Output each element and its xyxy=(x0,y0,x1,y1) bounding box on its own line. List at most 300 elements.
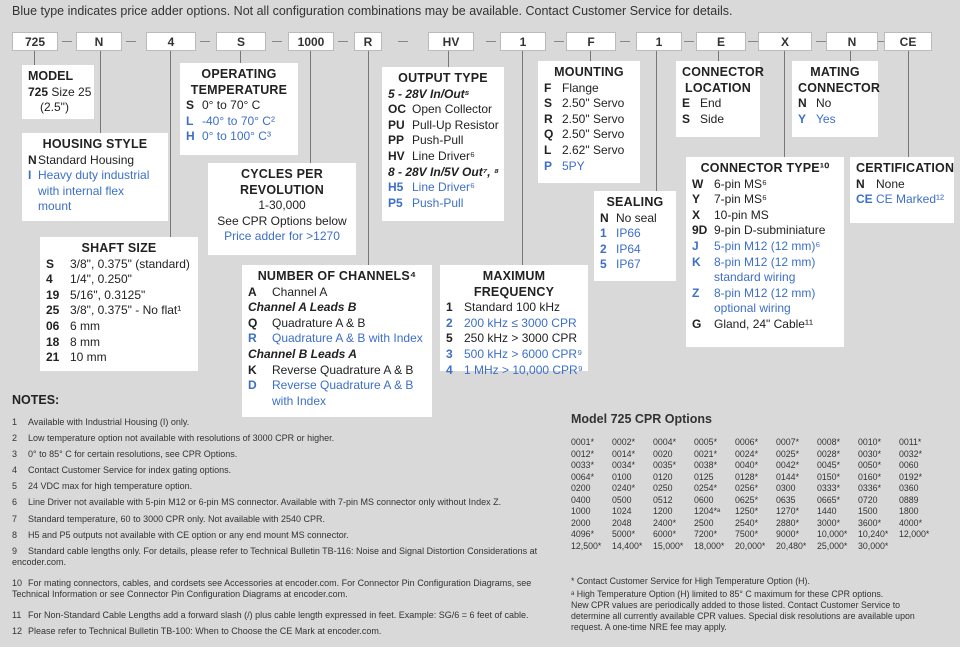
shaft-option: 5/16", 0.3125" xyxy=(70,287,146,302)
note-item: 11 For Non-Standard Cable Lengths add a forward slash (/) plus cable length expressed in feet. Example: SG/6 = 6 feet of cable. xyxy=(12,610,529,620)
connloc-option: End xyxy=(700,96,722,111)
mounting-row xyxy=(544,81,634,97)
cpr-value: 0400 xyxy=(571,494,591,505)
shaft-code: 06 xyxy=(46,318,60,333)
cpr-value: 0125 xyxy=(694,471,714,482)
cpr-value: 0720 xyxy=(858,494,878,505)
cpr-value: 0336* xyxy=(858,483,881,493)
cpr-value: 9000* xyxy=(776,529,799,539)
cpr-value: 0010* xyxy=(858,437,881,447)
connector-type-row xyxy=(692,301,838,317)
temperature-title: OPERATING xyxy=(201,67,277,81)
cpr-value: 0004* xyxy=(653,437,676,447)
channel-code: R xyxy=(248,331,257,346)
cycles-box xyxy=(208,163,356,255)
cpr-value: 1440 xyxy=(817,506,837,516)
cpr-value: 0665* xyxy=(817,494,840,505)
connector-type-option: 6-pin MS⁶ xyxy=(714,176,767,191)
code-sealing: 1 xyxy=(636,32,682,51)
cpr-value: 0192* xyxy=(899,471,922,482)
shaft-code: 4 xyxy=(46,272,53,287)
note-item: 3 0° to 85° C for certain resolutions, see CPR Options. xyxy=(12,449,238,459)
cert-code: N xyxy=(856,176,865,191)
note-item: 6 Line Driver not available with 5-pin M12 or 6-pin MS connector. Available with 7-pin MS connector only without Index Z. xyxy=(12,497,502,507)
code-mounting: F xyxy=(566,32,616,51)
certification-box xyxy=(850,157,954,223)
cpr-value: 1270* xyxy=(776,506,799,516)
cpr-value: 0500 xyxy=(612,494,632,505)
cpr-value: 1800 xyxy=(899,506,919,516)
frequency-code: 1 xyxy=(446,300,453,315)
code-connector-type: X xyxy=(758,32,812,51)
connloc-option: Side xyxy=(700,111,725,126)
shaft-size-box xyxy=(40,237,198,371)
connector-type-row xyxy=(692,192,838,208)
cpr-value: 0120 xyxy=(653,471,673,482)
mating-title: MATING xyxy=(810,65,860,79)
connector-type-code: G xyxy=(692,316,702,331)
cpr-value: 0002* xyxy=(612,437,635,447)
cpr-value: 1200 xyxy=(653,506,673,516)
channel-option: Channel A xyxy=(272,284,328,299)
connector-type-code: Z xyxy=(692,285,700,300)
cpr-value: 0060 xyxy=(899,460,919,470)
output-option: Push-Pull xyxy=(412,195,464,210)
cpr-value: 0045* xyxy=(817,460,840,470)
output-row xyxy=(388,149,498,165)
channel-option: with Index xyxy=(272,393,327,408)
housing-style-box xyxy=(22,133,168,221)
temp-option: 0° to 100° C³ xyxy=(202,129,271,144)
sealing-code: 2 xyxy=(600,241,607,256)
cpr-footnote: determine all currently available CPR values. Special disk resolutions are available upon xyxy=(571,611,915,621)
mounting-code: S xyxy=(544,96,553,111)
cpr-footnote: request. A one-time NRE fee may apply. xyxy=(571,622,727,632)
output-title: OUTPUT TYPE xyxy=(398,71,488,85)
frequency-option: 1 MHz > 10,000 CPR⁹ xyxy=(464,362,583,377)
note-item: 1 Available with Industrial Housing (I) only. xyxy=(12,417,190,427)
cpr-value: 4096* xyxy=(571,529,594,539)
output-row xyxy=(388,133,498,149)
cpr-value: 10,000* xyxy=(817,529,848,539)
shaft-row xyxy=(46,319,192,335)
cycles-see: See CPR Options below xyxy=(217,213,347,228)
cpr-footnote: ᵃ High Temperature Option (H) limited to 85° C maximum for these CPR options. xyxy=(571,589,884,599)
cpr-value: 3000* xyxy=(817,517,840,528)
output-row xyxy=(388,196,498,212)
cpr-value: 4000* xyxy=(899,517,922,528)
note-item: 12 Please refer to Technical Bulletin TB-100: When to Choose the CE Mark at encoder.com. xyxy=(12,626,382,636)
cpr-value: 1204*ᵃ xyxy=(694,506,721,516)
connector-type-row xyxy=(692,208,838,224)
code-model: 725 xyxy=(12,32,58,51)
channel-row xyxy=(248,363,426,379)
cpr-value: 1250* xyxy=(735,506,758,516)
cpr-value: 18,000* xyxy=(694,540,725,551)
output-row xyxy=(388,102,498,118)
temp-option: 0° to 70° C xyxy=(202,98,261,113)
cpr-value: 0250 xyxy=(653,483,673,493)
cpr-value: 0001* xyxy=(571,437,594,447)
temp-code: H xyxy=(186,129,195,144)
shaft-code: 19 xyxy=(46,287,60,302)
cpr-value: 10,240* xyxy=(858,529,889,539)
connector-type-title: CONNECTOR TYPE¹⁰ xyxy=(700,161,830,175)
cpr-value: 0600 xyxy=(694,494,714,505)
cpr-value: 0254* xyxy=(694,483,717,493)
output-code: P5 xyxy=(388,195,403,210)
temp-code: L xyxy=(186,113,194,128)
output-option: Push-Pull xyxy=(412,133,464,148)
frequency-option: 200 kHz ≤ 3000 CPR xyxy=(464,315,577,330)
output-code: HV xyxy=(388,148,405,163)
cpr-value xyxy=(899,541,940,553)
cpr-value: 0007* xyxy=(776,437,799,447)
cpr-value: 0240* xyxy=(612,483,635,493)
cpr-value: 0200 xyxy=(571,483,591,493)
cpr-value: 1000 xyxy=(571,506,591,516)
connector-type-option: 8-pin M12 (12 mm) xyxy=(714,285,816,300)
frequency-code: 2 xyxy=(446,315,453,330)
cycles-adder: Price adder for >1270 xyxy=(224,229,340,244)
sealing-option: IP67 xyxy=(616,257,641,272)
cpr-value: 0333* xyxy=(817,483,840,493)
mounting-code: F xyxy=(544,80,552,95)
sealing-box xyxy=(594,191,676,281)
cpr-value: 0008* xyxy=(817,437,840,447)
housing-option: with internal flex xyxy=(38,183,125,198)
cpr-value: 0038* xyxy=(694,460,717,470)
sealing-row xyxy=(600,257,670,273)
channel-row xyxy=(248,378,426,394)
cpr-value: 0144* xyxy=(776,471,799,482)
frequency-row xyxy=(446,363,582,379)
cpr-value: 30,000* xyxy=(858,540,889,551)
cpr-value: 1024 xyxy=(612,506,632,516)
cpr-value: 0028* xyxy=(817,448,840,459)
cpr-value: 5000* xyxy=(612,529,635,539)
cpr-value: 12,000* xyxy=(899,529,930,539)
cpr-value: 12,500* xyxy=(571,540,602,551)
cpr-value: 0011* xyxy=(899,437,922,447)
code-channels: R xyxy=(354,32,382,51)
cpr-value: 0100 xyxy=(612,471,632,482)
mounting-title: MOUNTING xyxy=(554,65,624,79)
frequency-row xyxy=(446,331,582,347)
connector-type-code: W xyxy=(692,176,704,191)
code-output: HV xyxy=(428,32,474,51)
mating-connector-box xyxy=(792,61,881,137)
model-title: MODEL xyxy=(28,69,74,83)
cpr-value: 0034* xyxy=(612,460,635,470)
channel-row: Channel B Leads A xyxy=(248,346,357,361)
connloc-code: S xyxy=(682,111,691,126)
mating-option: Yes xyxy=(816,111,836,126)
code-housing: N xyxy=(76,32,122,51)
shaft-option: 10 mm xyxy=(70,350,107,365)
connector-type-code: Y xyxy=(692,192,701,207)
cpr-value: 0625* xyxy=(735,494,758,505)
cpr-value: 7500* xyxy=(735,529,758,539)
cpr-value: 6000* xyxy=(653,529,676,539)
sealing-code: N xyxy=(600,210,609,225)
mounting-code: Q xyxy=(544,127,554,142)
output-code: H5 xyxy=(388,180,404,195)
cpr-value: 7200* xyxy=(694,529,717,539)
code-mating: N xyxy=(826,32,878,51)
cpr-value: 0012* xyxy=(571,448,594,459)
shaft-code: 21 xyxy=(46,350,60,365)
mounting-row xyxy=(544,143,634,159)
mounting-row xyxy=(544,127,634,143)
channels-title: NUMBER OF CHANNELS⁴ xyxy=(257,269,417,283)
channel-code: K xyxy=(248,362,257,377)
cpr-value: 1500 xyxy=(858,506,878,516)
mounting-row xyxy=(544,159,634,175)
model-size-inch: (2.5") xyxy=(40,100,69,115)
connloc-code: E xyxy=(682,96,691,111)
channel-row xyxy=(248,285,426,301)
mounting-code: R xyxy=(544,111,553,126)
cpr-value: 0021* xyxy=(694,448,717,459)
connector-type-code: J xyxy=(692,238,699,253)
cpr-value: 0050* xyxy=(858,460,881,470)
connector-type-row xyxy=(692,255,838,271)
output-row xyxy=(388,180,498,196)
shaft-option: 8 mm xyxy=(70,334,100,349)
sealing-option: IP64 xyxy=(616,241,641,256)
sealing-row xyxy=(600,226,670,242)
mating-title-2: CONNECTOR xyxy=(798,80,881,95)
cpr-value: 0064* xyxy=(571,471,594,482)
cpr-value: 20,000* xyxy=(735,540,766,551)
cpr-value: 2880* xyxy=(776,517,799,528)
frequency-box xyxy=(440,265,588,377)
code-cycles: 1000 xyxy=(288,32,334,51)
connector-type-option: standard wiring xyxy=(714,270,796,285)
shaft-code: S xyxy=(46,256,55,271)
cycles-range: 1-30,000 xyxy=(258,198,306,213)
sealing-code: 5 xyxy=(600,257,607,272)
output-row: 8 - 28V In/5V Out⁷, ⁸ xyxy=(388,164,499,179)
cpr-value: 0889 xyxy=(899,494,919,505)
output-code: PU xyxy=(388,117,405,132)
cpr-value: 0020 xyxy=(653,448,673,459)
header-note: Blue type indicates price adder options. Not all configuration combinations may be available. Contact Customer Service for details. xyxy=(12,4,733,18)
mounting-code: L xyxy=(544,142,552,157)
sealing-option: IP66 xyxy=(616,226,641,241)
note-item: 2 Low temperature option not available with resolutions of 3000 CPR or higher. xyxy=(12,433,335,443)
note-item: 9 Standard cable lengths only. For details, please refer to Technical Bulletin TB-116: Noise and Signal Distortion Considerations at encoder.com. xyxy=(12,546,538,567)
output-code: PP xyxy=(388,133,405,148)
cpr-footnote: * Contact Customer Service for High Temperature Option (H). xyxy=(571,576,810,586)
cpr-value: 0005* xyxy=(694,437,717,447)
note-item: 5 24 VDC max for high temperature option. xyxy=(12,481,193,491)
shaft-row xyxy=(46,303,192,319)
sealing-code: 1 xyxy=(600,226,607,241)
connector-type-code: K xyxy=(692,254,701,269)
frequency-title: MAXIMUM FREQUENCY xyxy=(473,269,555,299)
mounting-option: 2.50" Servo xyxy=(562,111,625,126)
shaft-row xyxy=(46,335,192,351)
housing-option: Standard Housing xyxy=(38,152,135,167)
housing-option: mount xyxy=(38,199,72,214)
channel-row xyxy=(248,316,426,332)
temp-code: S xyxy=(186,98,195,113)
housing-title: HOUSING STYLE xyxy=(42,137,148,151)
temp-option: -40° to 70° C² xyxy=(202,113,275,128)
note-item: 4 Contact Customer Service for index gating options. xyxy=(12,465,232,475)
cpr-value: 2500 xyxy=(694,517,714,528)
mating-option: No xyxy=(816,96,832,111)
output-type-box xyxy=(382,67,504,221)
connector-type-code: X xyxy=(692,207,701,222)
shaft-row xyxy=(46,288,192,304)
connector-type-option: 9-pin D-subminiature xyxy=(714,223,826,238)
shaft-code: 18 xyxy=(46,334,60,349)
connector-type-option: 5-pin M12 (12 mm)⁶ xyxy=(714,238,821,253)
cpr-value: 0033* xyxy=(571,460,594,470)
cpr-value: 20,480* xyxy=(776,540,807,551)
shaft-option: 3/8", 0.375" - No flat¹ xyxy=(70,303,182,318)
connector-type-code: 9D xyxy=(692,223,708,238)
note-item: 10 For mating connectors, cables, and cordsets see Accessories at encoder.com. For Connector Pin Configuration Diagrams, see Technical Information or see Connector Pin Configuration Diagrams at encoder.com. xyxy=(12,578,532,599)
cpr-value: 0300 xyxy=(776,483,796,493)
cpr-footnote: New CPR values are periodically added to those listed. Contact Customer Service to xyxy=(571,600,901,610)
frequency-row xyxy=(446,347,582,363)
code-frequency: 1 xyxy=(500,32,546,51)
code-shaft: 4 xyxy=(146,32,196,51)
connector-location-title-2: LOCATION xyxy=(685,80,751,95)
connector-type-row xyxy=(692,286,838,302)
cycles-title: CYCLES PER xyxy=(241,167,323,181)
output-option: Line Driver⁶ xyxy=(412,180,475,195)
mating-code: Y xyxy=(798,111,807,126)
cpr-value: 25,000* xyxy=(817,540,848,551)
housing-code: I xyxy=(28,168,32,183)
frequency-option: 250 kHz > 3000 CPR xyxy=(464,331,578,346)
mounting-code: P xyxy=(544,158,553,173)
mounting-row xyxy=(544,96,634,112)
cpr-value: 0035* xyxy=(653,460,676,470)
mounting-box xyxy=(538,61,640,183)
cpr-value: 0024* xyxy=(735,448,758,459)
shaft-code: 25 xyxy=(46,303,60,318)
connector-type-option: optional wiring xyxy=(714,301,791,316)
cpr-value: 0635 xyxy=(776,494,796,505)
connector-type-option: 8-pin M12 (12 mm) xyxy=(714,254,816,269)
output-option: Line Driver⁶ xyxy=(412,148,475,163)
output-row xyxy=(388,118,498,134)
sealing-row xyxy=(600,211,670,227)
frequency-option: 500 kHz > 6000 CPR⁹ xyxy=(464,346,583,361)
notes-title: NOTES: xyxy=(12,393,60,407)
cpr-value: 0030* xyxy=(858,448,881,459)
cert-option: None xyxy=(876,176,905,191)
temperature-title-2: TEMPERATURE xyxy=(190,82,288,97)
channel-option: Quadrature A & B with Index xyxy=(272,331,423,346)
shaft-option: 6 mm xyxy=(70,318,100,333)
channel-row xyxy=(248,331,426,347)
connector-type-row xyxy=(692,223,838,239)
channel-option: Reverse Quadrature A & B xyxy=(272,378,414,393)
cpr-title: Model 725 CPR Options xyxy=(571,412,712,426)
housing-code: N xyxy=(28,152,37,167)
frequency-code: 3 xyxy=(446,346,453,361)
connector-location-box xyxy=(676,61,765,137)
shaft-row xyxy=(46,350,192,366)
cert-option: CE Marked¹² xyxy=(876,192,945,207)
cpr-value: 0150* xyxy=(817,471,840,482)
channel-code: D xyxy=(248,378,257,393)
channel-option: Quadrature A & B xyxy=(272,315,366,330)
cpr-value: 2000 xyxy=(571,517,591,528)
code-certification: CE xyxy=(884,32,932,51)
mounting-option: Flange xyxy=(562,80,599,95)
frequency-code: 5 xyxy=(446,331,453,346)
cpr-value: 2540* xyxy=(735,517,758,528)
connector-type-option: Gland, 24" Cable¹¹ xyxy=(714,316,813,331)
model-code: 725 xyxy=(28,84,49,99)
mounting-option: 2.50" Servo xyxy=(562,96,625,111)
temperature-box xyxy=(180,63,298,155)
connector-type-option: 10-pin MS xyxy=(714,207,769,222)
output-code: OC xyxy=(388,102,406,117)
channel-code: A xyxy=(248,284,257,299)
model-box xyxy=(22,65,94,119)
cpr-value: 15,000* xyxy=(653,540,684,551)
cpr-value: 14,400* xyxy=(612,540,643,551)
cpr-value: 0014* xyxy=(612,448,635,459)
frequency-code: 4 xyxy=(446,362,453,377)
mounting-option: 5PY xyxy=(562,158,585,173)
channel-option: Reverse Quadrature A & B xyxy=(272,362,414,377)
note-item: 8 H5 and P5 outputs not available with CE option or any end mount MS connector. xyxy=(12,530,349,540)
certification-title: CERTIFICATION xyxy=(856,161,955,175)
cpr-value: 0256* xyxy=(735,483,758,493)
cpr-value: 0042* xyxy=(776,460,799,470)
connector-type-row xyxy=(692,177,838,193)
cpr-value: 0512 xyxy=(653,494,673,505)
mating-code: N xyxy=(798,96,807,111)
shaft-title: SHAFT SIZE xyxy=(81,241,157,255)
code-connector-location: E xyxy=(696,32,746,51)
note-item: 7 Standard temperature, 60 to 3000 CPR only. Not available with 2540 CPR. xyxy=(12,514,325,524)
cpr-value: 0040* xyxy=(735,460,758,470)
sealing-row xyxy=(600,242,670,258)
code-temperature: S xyxy=(216,32,266,51)
channel-row xyxy=(248,394,426,410)
connector-location-title: CONNECTOR xyxy=(682,65,765,79)
channels-box xyxy=(242,265,432,417)
frequency-option: Standard 100 kHz xyxy=(464,300,561,315)
cpr-value: 0128* xyxy=(735,471,758,482)
cpr-grid xyxy=(571,437,940,552)
connector-type-row xyxy=(692,317,838,333)
sealing-option: No seal xyxy=(616,210,657,225)
frequency-row xyxy=(446,316,582,332)
mounting-option: 2.50" Servo xyxy=(562,127,625,142)
cpr-value: 0160* xyxy=(858,471,881,482)
sealing-title: SEALING xyxy=(606,195,664,209)
cpr-value: 0032* xyxy=(899,448,922,459)
output-option: Pull-Up Resistor xyxy=(412,117,499,132)
cpr-value: 0006* xyxy=(735,437,758,447)
shaft-option: 1/4", 0.250" xyxy=(70,272,132,287)
connector-type-option: 7-pin MS⁶ xyxy=(714,192,767,207)
connector-type-row xyxy=(692,239,838,255)
channel-code: Q xyxy=(248,315,258,330)
